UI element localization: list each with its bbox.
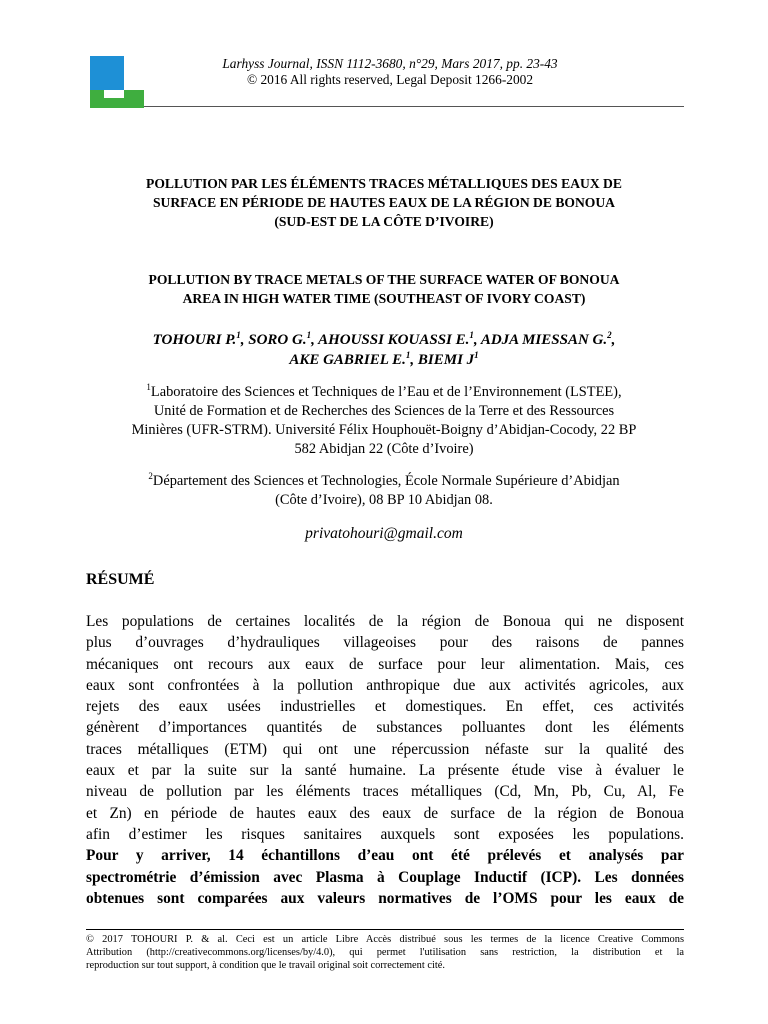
- author-list: [80, 330, 688, 370]
- abstract-line: et Zn) en période de hautes eaux des eaux de surface de la région de Bonoua: [86, 804, 684, 822]
- affiliation-line: Laboratoire des Sciences et Techniques de l’Eau et de l’Environnement (LSTEE),: [150, 384, 622, 400]
- author-line: [80, 350, 688, 370]
- footnote-line: Attribution (http://creativecommons.org/licenses/by/4.0), qui permet l'utilisation sans restriction, la distribution et la: [86, 947, 684, 958]
- author-name: AHOUSSI KOUASSI E.: [318, 332, 470, 348]
- author-affiliation-mark: 1: [474, 350, 479, 360]
- abstract-line: eaux et par la suite sur la santé humaine. La présente étude vise à évaluer le: [86, 762, 684, 780]
- affiliation-line: 582 Abidjan 22 (Côte d’Ivoire): [294, 441, 474, 457]
- journal-copyright: © 2016 All rights reserved, Legal Deposit 1266-2002: [246, 72, 534, 87]
- author-separator: ,: [311, 332, 319, 348]
- footnote-line: © 2017 TOHOURI P. & al. Ceci est un article Libre Accès distribué sous les termes de la licence Creative Commons: [86, 934, 684, 945]
- author-separator: ,: [240, 332, 249, 348]
- title-fr-line: (SUD-EST DE LA CÔTE D’IVOIRE): [274, 214, 494, 229]
- abstract-line: spectrométrie d’émission avec Plasma à Couplage Inductif (ICP). Les données: [86, 868, 684, 886]
- affiliation-line: Unité de Formation et de Recherches des Sciences de la Terre et des Ressources: [153, 403, 615, 419]
- abstract-line: rejets des eaux usées industrielles et domestiques. En effet, ces activités: [86, 698, 684, 716]
- abstract-line: plus d’ouvrages d’hydrauliques villageoises pour des raisons de pannes: [86, 634, 684, 652]
- contact-email[interactable]: privatohouri@gmail.com: [305, 525, 463, 542]
- affiliation-mark: 2: [148, 471, 153, 482]
- author-name: BIEMI J: [417, 352, 475, 368]
- footnote-line: reproduction sur tout support, à condition que le travail original soit correctement cité.: [86, 960, 445, 971]
- author-line: [80, 330, 688, 350]
- footnote-divider: [86, 929, 684, 930]
- affiliation-line: Département des Sciences et Technologies, École Normale Supérieure d’Abidjan: [152, 473, 620, 489]
- abstract-line: afin d’estimer les risques sanitaires auxquels sont exposées les populations.: [86, 825, 684, 843]
- affiliation-line: (Côte d’Ivoire), 08 BP 10 Abidjan 08.: [275, 492, 493, 508]
- journal-citation: Larhyss Journal, ISSN 1112-3680, n°29, Mars 2017, pp. 23-43: [222, 56, 558, 71]
- abstract-line: niveau de pollution par les éléments traces métalliques (Cd, Mn, Pb, Cu, Al, Fe: [86, 783, 684, 801]
- author-name: TOHOURI P.: [152, 332, 237, 348]
- affiliation-1: [80, 383, 688, 459]
- abstract-line: traces métalliques (ETM) qui ont une répercussion néfaste sur la qualité des: [86, 740, 684, 758]
- journal-logo: [90, 56, 144, 108]
- affiliation-2: [80, 472, 688, 510]
- title-en-line: POLLUTION BY TRACE METALS OF THE SURFACE WATER OF BONOUA: [148, 272, 620, 287]
- affiliation-line: Minières (UFR-STRM). Université Félix Houphouët-Boigny d’Abidjan-Cocody, 22 BP: [131, 422, 637, 438]
- author-affiliation-mark: 1: [236, 330, 241, 340]
- author-affiliation-mark: 2: [607, 330, 612, 340]
- title-fr-line: SURFACE EN PÉRIODE DE HAUTES EAUX DE LA RÉGION DE BONOUA: [152, 195, 615, 210]
- title-french: [80, 174, 688, 231]
- abstract-line: Les populations de certaines localités de la région de Bonoua qui ne disposent: [86, 613, 684, 630]
- title-english: [80, 270, 688, 308]
- affiliation-mark: 1: [146, 382, 151, 393]
- abstract-line: eaux sont confrontées à la pollution anthropique due aux activités agricoles, aux: [86, 676, 684, 694]
- author-affiliation-mark: 1: [469, 330, 474, 340]
- abstract-line: génèrent d’importances quantités de substances polluantes dont les éléments: [86, 719, 684, 737]
- license-footnote: [86, 933, 684, 972]
- author-name: ADJA MIESSAN G.: [480, 332, 608, 348]
- author-separator: ,: [410, 352, 418, 368]
- abstract-line: Pour y arriver, 14 échantillons d’eau ont été prélevés et analysés par: [86, 847, 684, 865]
- header-divider: [144, 106, 684, 107]
- author-name: AKE GABRIEL E.: [289, 352, 406, 368]
- title-en-line: AREA IN HIGH WATER TIME (SOUTHEAST OF IVORY COAST): [182, 291, 586, 306]
- abstract-line: mécaniques ont recours aux eaux de surface pour leur alimentation. Mais, ces: [86, 655, 684, 673]
- author-affiliation-mark: 1: [405, 350, 411, 360]
- abstract-body: [86, 611, 684, 909]
- title-fr-line: POLLUTION PAR LES ÉLÉMENTS TRACES MÉTALLIQUES DES EAUX DE: [146, 176, 622, 191]
- author-name: SORO G.: [248, 332, 307, 348]
- author-separator: ,: [611, 332, 616, 348]
- author-separator: ,: [473, 332, 481, 348]
- abstract-line: obtenues sont comparées aux valeurs normatives de l’OMS pour les eaux de: [86, 889, 684, 907]
- section-heading-resume: RÉSUMÉ: [86, 571, 155, 588]
- author-affiliation-mark: 1: [306, 330, 312, 340]
